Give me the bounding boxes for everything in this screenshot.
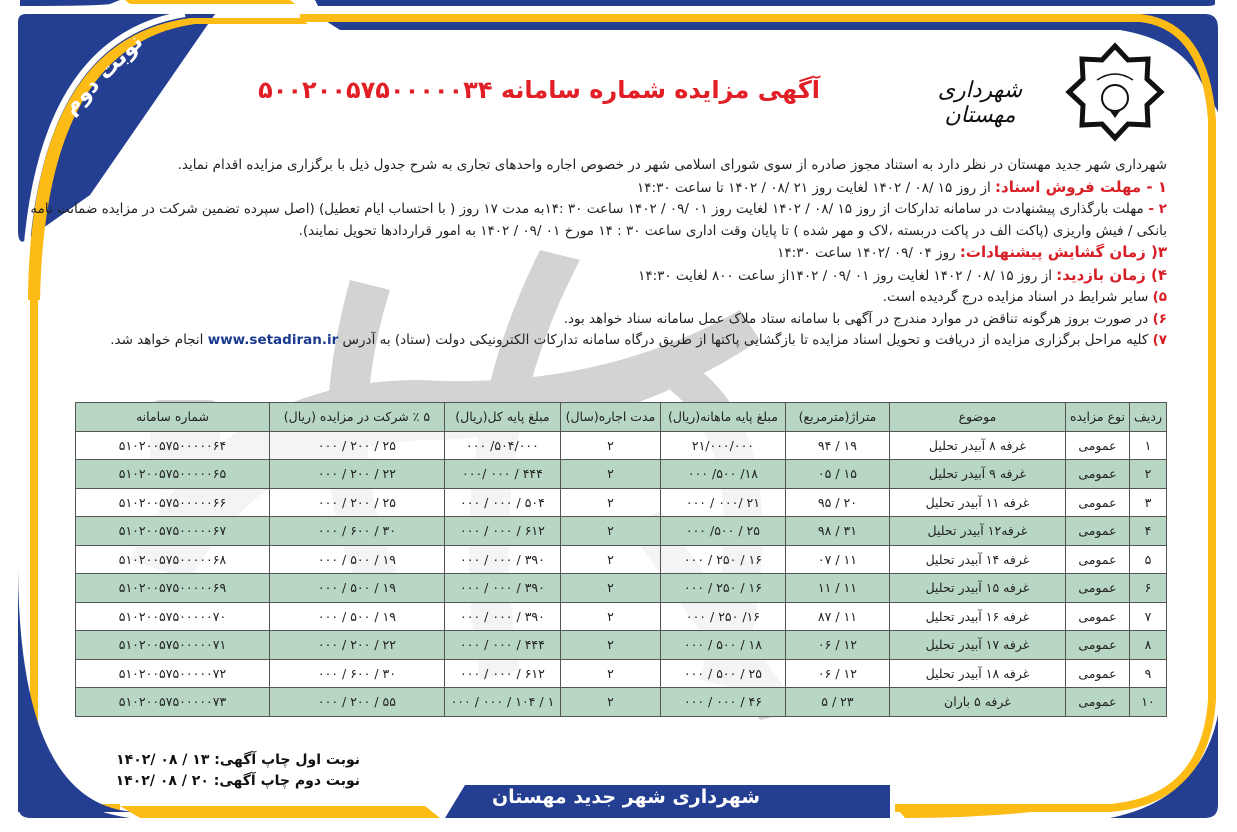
first-print-date: نوبت اول چاپ آگهی: ۱۳ / ۰۸ /۱۴۰۲ (116, 752, 360, 768)
print-dates (100, 750, 360, 792)
intro-paragraph: شهرداری شهر جدید مهستان در نظر دارد به استناد مجوز صادره از سوی شورای اسلامی شهر در خصوص اجاره واحدهای تجاری به شرح جدول ذیل با برگزاری مزایده اقدام نماید. (177, 157, 1167, 173)
col-system-number: شماره سامانه (76, 403, 270, 432)
item-3: ۳( زمان گشایش پیشنهادات: روز ۰۴ /۰۹ /۱۴۰۲ ساعت ۱۴:۳۰ (777, 243, 1167, 261)
footer-banner: شهرداری شهر جدید مهستان (491, 786, 761, 808)
col-area: متراژ(مترمربع) (785, 403, 889, 432)
item-5: ۵) سایر شرایط در اسناد مزایده درج گردیده است. (882, 289, 1167, 305)
notice-body (30, 155, 1167, 352)
col-total-base: مبلغ پایه کل(ریال) (444, 403, 560, 432)
item-4: ۴) زمان بازدید: از روز ۱۵ /۰۸ / ۱۴۰۲ لغایت روز ۰۱ /۰۹ / ۱۴۰۲از ساعت ۸۰۰ لغایت ۱۴:۳۰ (638, 265, 1167, 284)
second-print-date: نوبت دوم چاپ آگهی: ۲۰ / ۰۸ /۱۴۰۲ (115, 773, 360, 789)
item-1: ۱ - مهلت فروش اسناد: از روز ۱۵ /۰۸ / ۱۴۰۲ لغایت روز ۲۱ /۰۸ / ۱۴۰۲ تا ساعت ۱۴:۳۰ (637, 177, 1167, 196)
item-2: ۲ - مهلت بارگذاری پیشنهادت در سامانه تدارکات از روز ۱۵ /۰۸ / ۱۴۰۲ لغایت روز ۰۱ /۰۹ / ۱۴۰۲ ساعت ۳۰ :۱۴به مدت ۱۷ روز ( با احتساب ایام تعطیل) (اصل سپرده تضمین شرکت در مزایده ضمانت نامه (30, 201, 1167, 217)
table-row: ۵ عمومی غرفه ۱۴ آبیدر تحلیل ۱۱ / ۰۷ ۱۶ / ۲۵۰ / ۰۰۰ ۲ ۳۹۰ / ۰۰۰ / ۰۰۰ ۱۹ / ۵۰۰ / ۰۰۰ ۵۱۰۲۰۰۵۷۵۰۰۰۰۰۶۸ (76, 545, 1167, 574)
page-title: آگهی مزایده شماره سامانه ۵۰۰۲۰۰۵۷۵۰۰۰۰۰۳۴ (258, 76, 820, 104)
table-row: ۳ عمومی غرفه ۱۱ آبیدر تحلیل ۲۰ / ۹۵ ۲۱ /۰۰۰ / ۰۰۰ ۲ ۵۰۴ / ۰۰۰ / ۰۰۰ ۲۵ / ۲۰۰ / ۰۰۰ ۵۱۰۲۰۰۵۷۵۰۰۰۰۰۶۶ (76, 488, 1167, 517)
item-7: ۷) کلیه مراحل برگزاری مزایده از دریافت و تحویل اسناد مزایده تا بازگشایی پاکتها از طریق درگاه سامانه تدارکات الکترونیکی دولت (ستاد) به آدرس www.setadiran.ir انجام خواهد شد. (110, 332, 1167, 348)
col-lease-duration: مدت اجاره(سال) (560, 403, 660, 432)
item-2-continued: بانکی / فیش واریزی (پاکت الف در پاکت دربسته ،لاک و مهر شده ) تا پایان وقت اداری ساعت ۳۰ : ۱۴ مورخ ۰۱ /۰۹ / ۱۴۰۲ به امور قراردادها تحویل نمایند). (298, 222, 1167, 239)
round-badge: نوبت دوم (58, 29, 149, 120)
item-6: ۶) در صورت بروز هرگونه تناقض در موارد مندرج در آگهی با سامانه ستاد ملاک عمل سامانه سناد خواهد بود. (563, 310, 1167, 327)
table-row: ۱۰ عمومی غرفه ۵ باران ۲۳ / ۵ ۴۶ / ۰۰۰ / ۰۰۰ ۲ ۱ / ۱۰۴ / ۰۰۰ / ۰۰۰ ۵۵ / ۲۰۰ / ۰۰۰ ۵۱۰۲۰۰۵۷۵۰۰۰۰۰۷۳ (76, 688, 1167, 717)
table-row: ۹ عمومی غرفه ۱۸ آبیدر تحلیل ۱۲ / ۰۶ ۲۵ / ۵۰۰ / ۰۰۰ ۲ ۶۱۲ / ۰۰۰ / ۰۰۰ ۳۰ / ۶۰۰ / ۰۰۰ ۵۱۰۲۰۰۵۷۵۰۰۰۰۰۷۲ (76, 659, 1167, 688)
table-row: ۱ عمومی غرفه ۸ آبیدر تحلیل ۱۹ / ۹۴ ۲۱/۰۰۰/۰۰۰ ۲ ۵۰۴/۰۰۰/ ۰۰۰ ۲۵ / ۲۰۰ / ۰۰۰ ۵۱۰۲۰۰۵۷۵۰۰۰۰۰۶۴ (76, 431, 1167, 460)
table-row: ۲ عمومی غرفه ۹ آبیدر تحلیل ۱۵ / ۰۵ ۱۸/ ۵۰۰/ ۰۰۰ ۲ ۴۴۴ / ۰۰۰ /۰۰۰ ۲۲ / ۲۰۰ / ۰۰۰ ۵۱۰۲۰۰۵۷۵۰۰۰۰۰۶۵ (76, 460, 1167, 489)
table-row: ۸ عمومی غرفه ۱۷ آبیدر تحلیل ۱۲ / ۰۶ ۱۸ / ۵۰۰ / ۰۰۰ ۲ ۴۴۴ / ۰۰۰ / ۰۰۰ ۲۲ / ۲۰۰ / ۰۰۰ ۵۱۰۲۰۰۵۷۵۰۰۰۰۰۷۱ (76, 631, 1167, 660)
table-row: ۷ عمومی غرفه ۱۶ آبیدر تحلیل ۱۱ / ۸۷ ۱۶/ ۲۵۰ / ۰۰۰ ۲ ۳۹۰ / ۰۰۰ / ۰۰۰ ۱۹ / ۵۰۰ / ۰۰۰ ۵۱۰۲۰۰۵۷۵۰۰۰۰۰۷۰ (76, 602, 1167, 631)
col-participation-deposit: ۵ ٪ شرکت در مزایده (ریال) (269, 403, 444, 432)
table-header-row (76, 403, 1167, 432)
logo-text: شهرداری مهستان (937, 78, 1023, 128)
col-auction-type: نوع مزایده (1065, 403, 1129, 432)
col-row-number: ردیف (1129, 403, 1166, 432)
table-row: ۶ عمومی غرفه ۱۵ آبیدر تحلیل ۱۱ / ۱۱ ۱۶ / ۲۵۰ / ۰۰۰ ۲ ۳۹۰ / ۰۰۰ / ۰۰۰ ۱۹ / ۵۰۰ / ۰۰۰ ۵۱۰۲۰۰۵۷۵۰۰۰۰۰۶۹ (76, 574, 1167, 603)
col-subject: موضوع (889, 403, 1065, 432)
auction-table (75, 402, 1167, 717)
table-row: ۴ عمومی غرفه۱۲ آبیدر تحلیل ۳۱ / ۹۸ ۲۵ / ۵۰۰/ ۰۰۰ ۲ ۶۱۲ / ۰۰۰ / ۰۰۰ ۳۰ / ۶۰۰ / ۰۰۰ ۵۱۰۲۰۰۵۷۵۰۰۰۰۰۶۷ (76, 517, 1167, 546)
col-monthly-base: مبلغ پایه ماهانه(ریال) (660, 403, 785, 432)
setadiran-link[interactable]: www.setadiran.ir (207, 332, 339, 348)
